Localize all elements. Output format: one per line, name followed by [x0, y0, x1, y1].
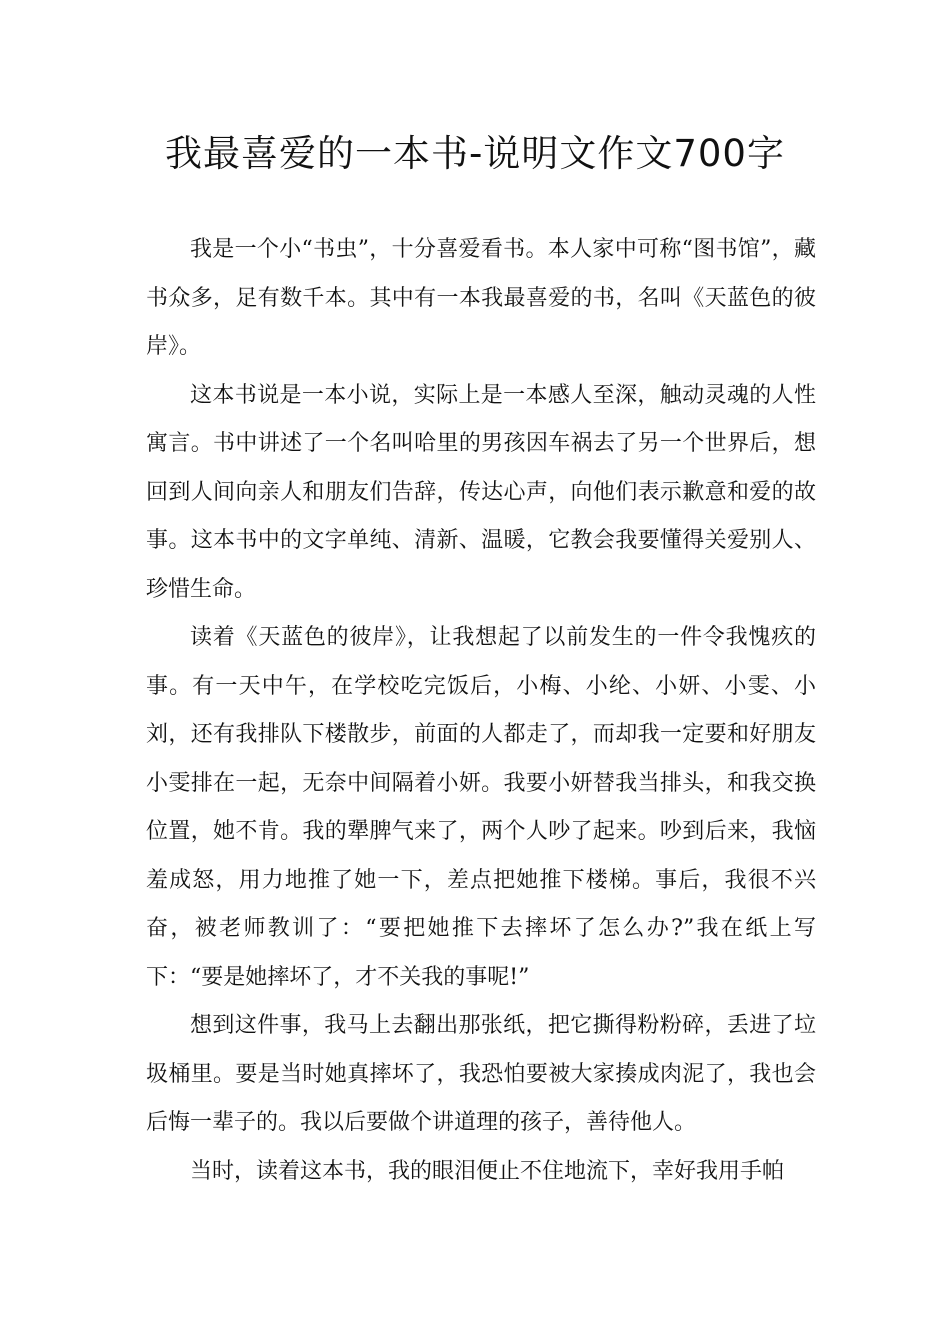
- paragraph-4: 想到这件事，我马上去翻出那张纸，把它撕得粉粉碎，丢进了垃圾桶里。要是当时她真摔坏了，我恐怕要被大家揍成肉泥了，我也会后悔一辈子的。我以后要做个讲道理的孩子，善待他人。: [146, 1013, 816, 1135]
- document-title: 我最喜爱的一本书-说明文作文700字: [165, 132, 785, 175]
- paragraph-3: 读着《天蓝色的彼岸》，让我想起了以前发生的一件令我愧疚的事。有一天中午，在学校吃完饭后，小梅、小纶、小妍、小雯、小刘，还有我排队下楼散步，前面的人都走了，而却我一定要和好朋友小雯排在一起，无奈中间隔着小妍。我要小妍替我当排头，和我交换位置，她不肯。我的犟脾气来了，两个人吵了起来。吵到后来，我恼羞成怒，用力地推了她一下，差点把她推下楼梯。事后，我很不兴奋，被老师教训了：“要把她推下去摔坏了怎么办?”我在纸上写下：“要是她摔坏了，才不关我的事呢!”: [146, 625, 816, 990]
- paragraph-5: 当时，读着这本书，我的眼泪便止不住地流下，幸好我用手帕: [190, 1158, 785, 1184]
- paragraph-1: 我是一个小“书虫”，十分喜爱看书。本人家中可称“图书馆”，藏书众多，足有数千本。其中有一本我最喜爱的书，名叫《天蓝色的彼岸》。: [146, 237, 816, 359]
- document-body: [146, 226, 816, 1196]
- paragraph-2: 这本书说是一本小说，实际上是一本感人至深，触动灵魂的人性寓言。书中讲述了一个名叫哈里的男孩因车祸去了另一个世界后，想回到人间向亲人和朋友们告辞，传达心声，向他们表示歉意和爱的故事。这本书中的文字单纯、清新、温暖，它教会我要懂得关爱别人、珍惜生命。: [146, 382, 816, 602]
